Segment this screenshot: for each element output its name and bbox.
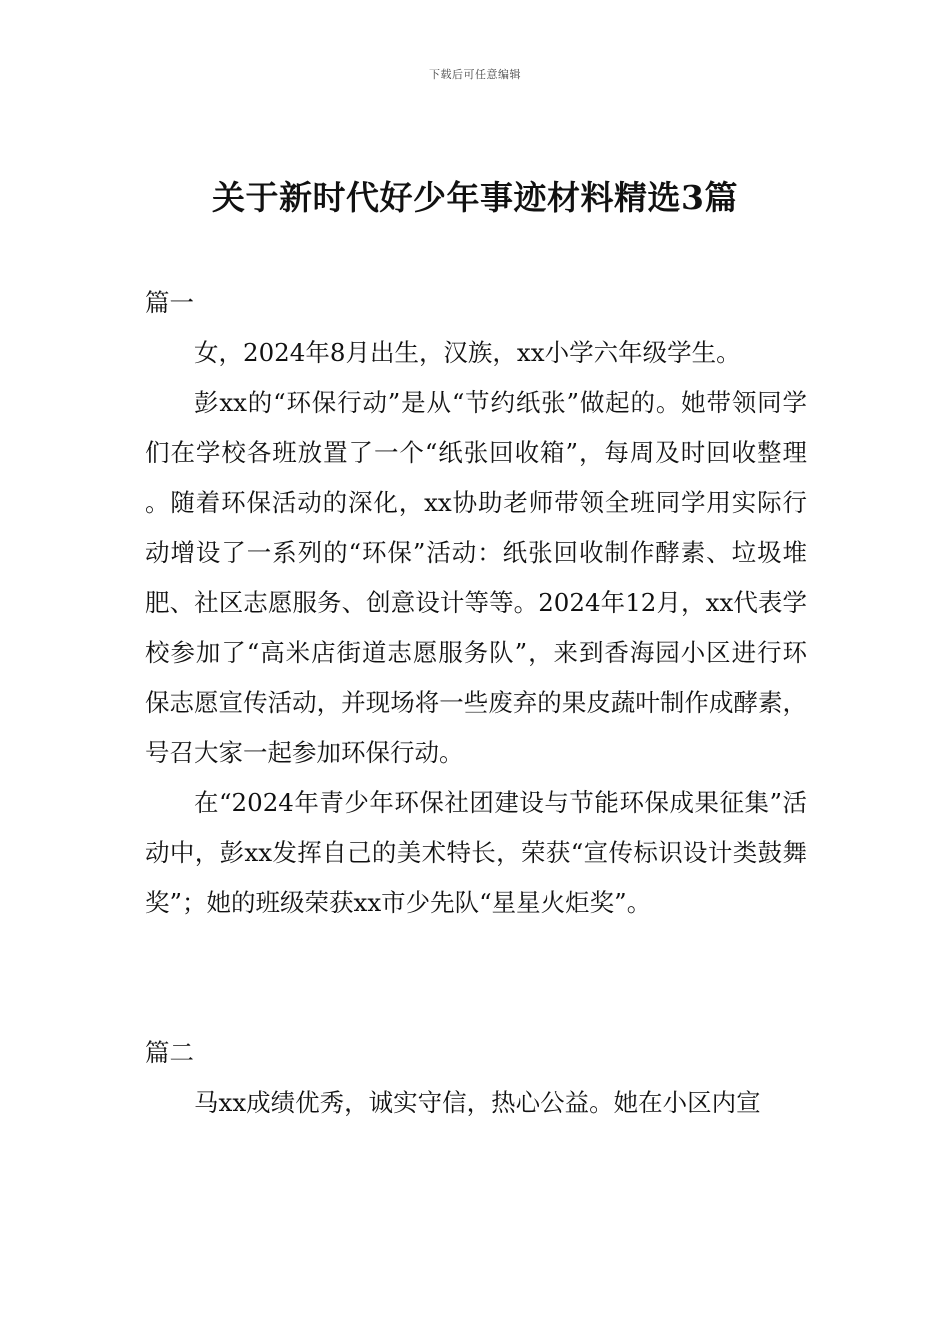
section-heading-1: 篇一 bbox=[145, 288, 194, 317]
document-title: 关于新时代好少年事迹材料精选3篇 bbox=[212, 178, 738, 217]
paragraph: 女，2024年8月出生，汉族，xx小学六年级学生。 bbox=[194, 338, 741, 367]
paragraph: 彭xx的“环保行动”是从“节约纸张”做起的。她带领同学们在学校各班放置了一个“纸张回收箱”，每周及时回收整理。随着环保活动的深化，xx协助老师带领全班同学用实际行动增设了一系列的“环保”活动：纸张回收制作酵素、垃圾堆肥、社区志愿服务、创意设计等等。2024年12月，xx代表学校参加了“高米店街道志愿服务队”，来到香海园小区进行环保志愿宣传活动，并现场将一些废弃的果皮蔬叶制作成酵素，号召大家一起参加环保行动。 bbox=[145, 388, 807, 767]
section-spacer bbox=[145, 928, 807, 1028]
paragraph: 马xx成绩优秀，诚实守信，热心公益。她在小区内宣 bbox=[194, 1088, 761, 1117]
header-note: 下载后可任意编辑 bbox=[429, 68, 521, 81]
document-body bbox=[145, 278, 807, 1128]
section-heading-2: 篇二 bbox=[145, 1038, 194, 1067]
paragraph: 在“2024年青少年环保社团建设与节能环保成果征集”活动中，彭xx发挥自己的美术特长，荣获“宣传标识设计类鼓舞奖”；她的班级荣获xx市少先队“星星火炬奖”。 bbox=[145, 788, 807, 917]
